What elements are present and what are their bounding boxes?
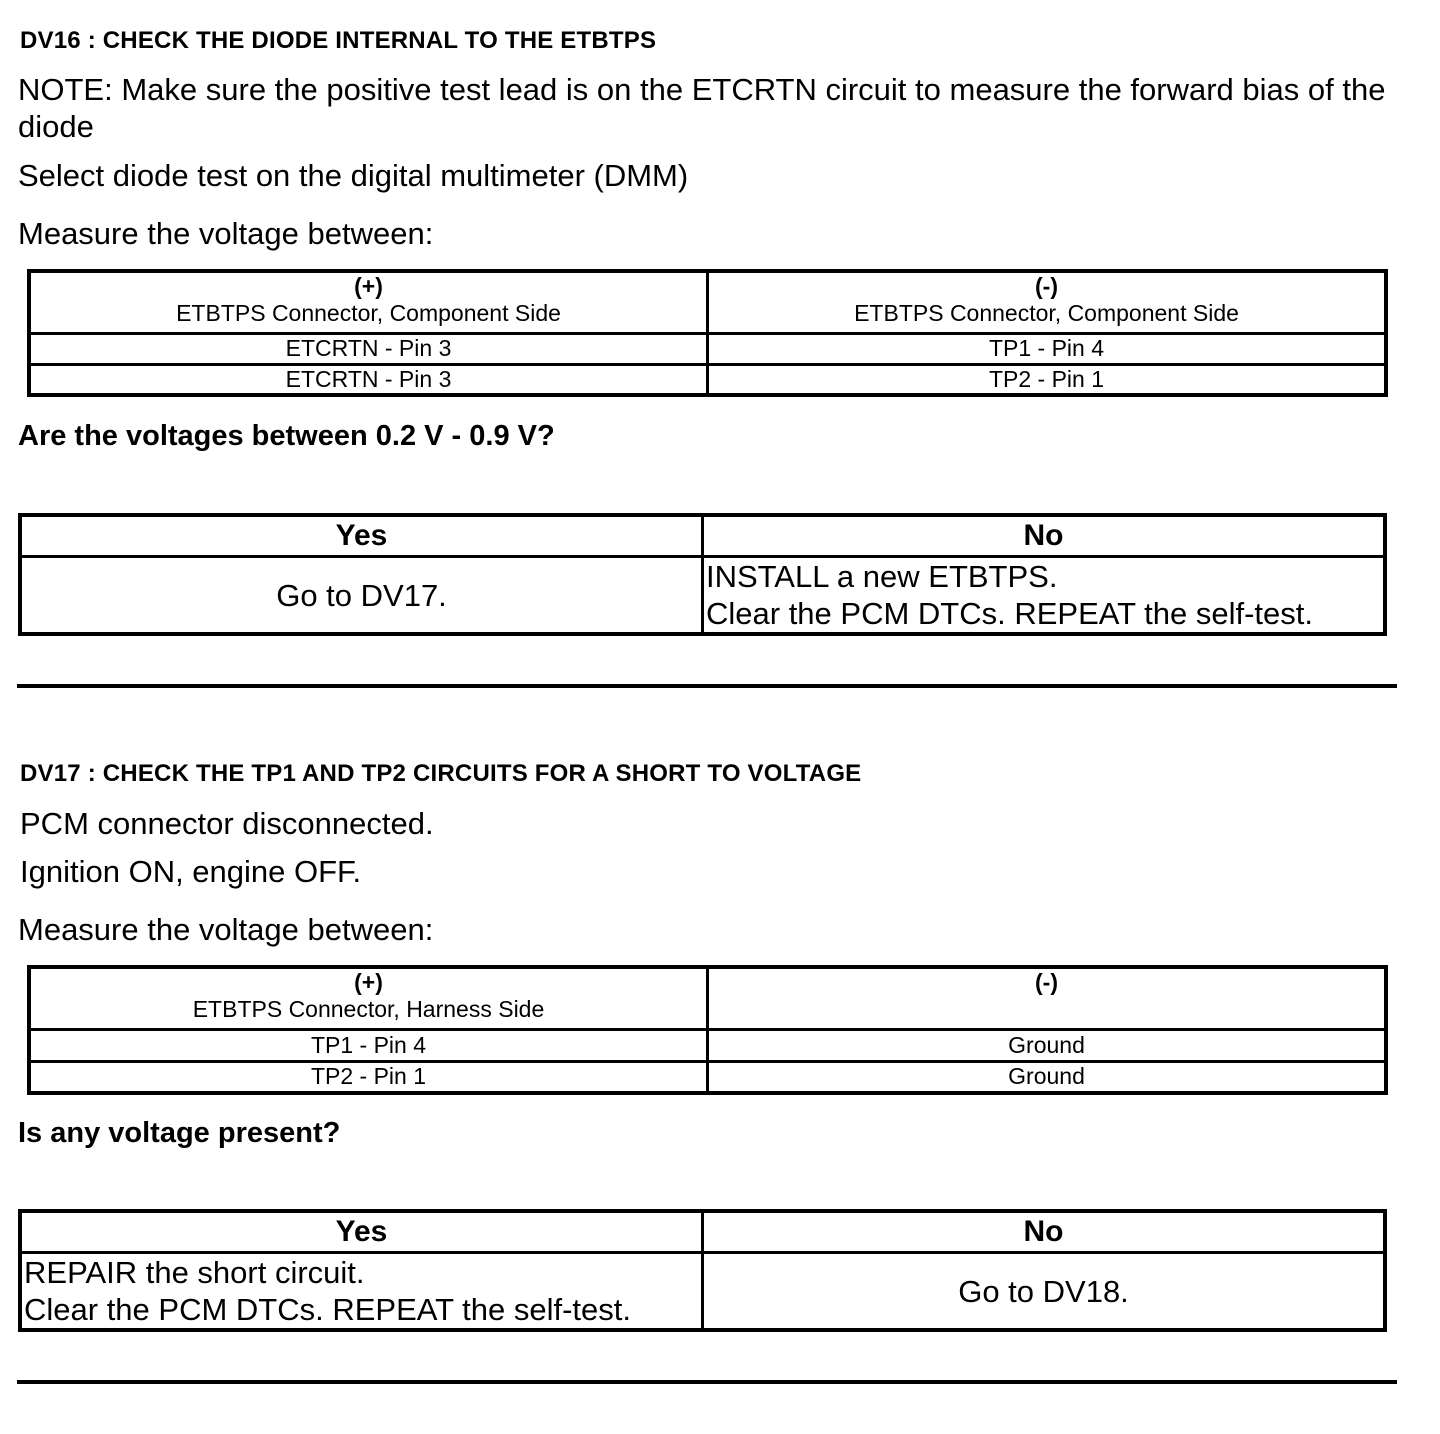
dv17-positive-label: ETBTPS Connector, Harness Side [192, 996, 545, 1022]
dv16-negative-label: ETBTPS Connector, Component Side [854, 300, 1239, 326]
dv17-heading: DV17 : CHECK THE TP1 AND TP2 CIRCUITS FOR A SHORT TO VOLTAGE [20, 760, 862, 787]
dv16-note: NOTE: Make sure the positive test lead is on the ETCRTN circuit to measure the forward bias of the diode [18, 72, 1386, 144]
dv16-result-table [18, 513, 1387, 636]
positive-symbol: (+) [354, 273, 383, 299]
table-cell: TP2 - Pin 1 [29, 1061, 708, 1093]
dv17-result-table [18, 1209, 1387, 1332]
dv17-measurement-table [27, 965, 1388, 1095]
section-divider [17, 684, 1397, 688]
dv16-no-line2: Clear the PCM DTCs. REPEAT the self-test. [706, 596, 1313, 631]
table-cell: TP1 - Pin 4 [29, 1029, 708, 1061]
dv17-question: Is any voltage present? [18, 1117, 341, 1149]
dv17-no-action [703, 1253, 1386, 1331]
dv16-step-select-diode: Select diode test on the digital multimeter (DMM) [18, 158, 689, 193]
dv16-heading: DV16 : CHECK THE DIODE INTERNAL TO THE ETBTPS [20, 27, 657, 54]
dv16-positive-label: ETBTPS Connector, Component Side [176, 300, 561, 326]
go-to-dv17-link[interactable]: Go to DV17. [276, 577, 447, 613]
dv17-yes-action [20, 1253, 703, 1331]
section-divider [17, 1380, 1397, 1384]
table-cell: ETCRTN - Pin 3 [29, 364, 708, 395]
no-header: No [703, 1211, 1386, 1253]
negative-symbol: (-) [1035, 273, 1058, 299]
dv16-question: Are the voltages between 0.2 V - 0.9 V? [18, 420, 555, 452]
dv16-no-line1: INSTALL a new ETBTPS. [706, 559, 1058, 594]
no-header: No [703, 515, 1386, 557]
positive-symbol: (+) [354, 969, 383, 995]
negative-symbol: (-) [1035, 969, 1058, 995]
table-cell: Ground [708, 1061, 1387, 1093]
table-cell: TP1 - Pin 4 [708, 333, 1387, 364]
yes-header: Yes [20, 1211, 703, 1253]
go-to-dv18-link[interactable]: Go to DV18. [958, 1273, 1129, 1309]
dv16-measure-label: Measure the voltage between: [18, 216, 434, 251]
dv16-no-action [703, 557, 1386, 635]
dv17-measure-label: Measure the voltage between: [18, 912, 434, 947]
dv17-step-ignition: Ignition ON, engine OFF. [20, 854, 362, 889]
dv16-negative-header [708, 271, 1387, 333]
dv16-yes-action [20, 557, 703, 635]
dv16-positive-header [29, 271, 708, 333]
dv17-yes-line1: REPAIR the short circuit. [24, 1255, 365, 1290]
table-cell: Ground [708, 1029, 1387, 1061]
dv17-step-pcm-disconnected: PCM connector disconnected. [20, 806, 434, 841]
table-cell: ETCRTN - Pin 3 [29, 333, 708, 364]
yes-header: Yes [20, 515, 703, 557]
table-cell: TP2 - Pin 1 [708, 364, 1387, 395]
dv17-negative-header [708, 967, 1387, 1029]
dv17-positive-header [29, 967, 708, 1029]
dv17-yes-line2: Clear the PCM DTCs. REPEAT the self-test. [24, 1292, 631, 1327]
dv16-measurement-table [27, 269, 1388, 397]
